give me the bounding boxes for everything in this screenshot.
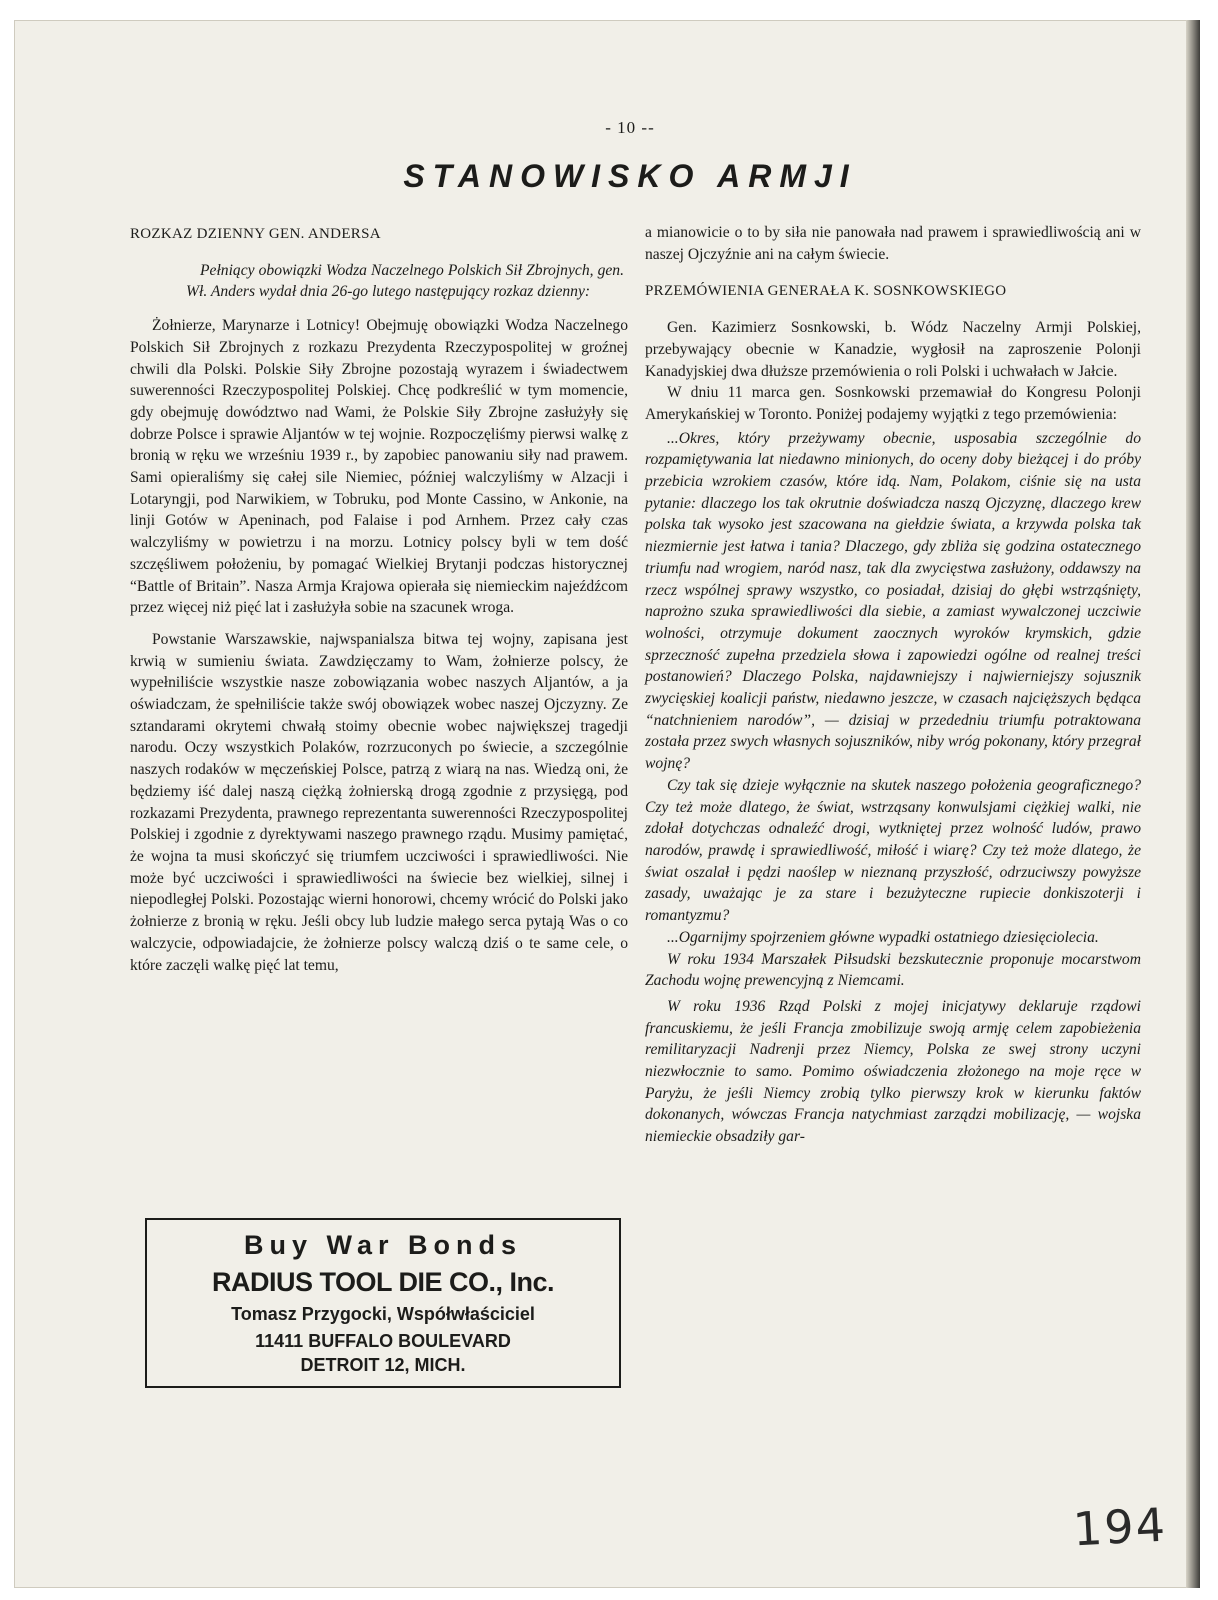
body-paragraph: Żołnierze, Marynarze i Lotnicy! Obejmuję obowiązki Wodza Naczelnego Polskich Sił Zbrojnych z rozkazu Prezydenta Rzeczypospolitej w groźnej chwili dla Polski. Polskie Siły Zbrojne pozostają wyrazem i świadectwem suwerenności Rzeczypospolitej Polskiej. Chcę podkreślić w tym momencie, gdy obejmuję dowództwo nad Wami, że Polskie Siły Zbrojne zasłużyły się dobrze Polsce i sprawie Aljantów w tej wojnie. Rozpoczęliśmy pierwsi walkę z bronią w ręku we wrześniu 1939 r., by zapobiec panowaniu siły nad prawem. Sami opieraliśmy się całej sile Niemiec, później walczyliśmy w Alzacji i Lotaryngji, pod Narwikiem, w Tobruku, pod Monte Cassino, w Ankonie, na linji Gotów w Apeninach, pod Falaise i pod Arnhem. Przez cały czas walczyliśmy w powietrzu i na morzu. Lotnicy polscy byli w tem dość szczęśliwem położeniu, by pomagać Wielkiej Brytanji podczas historycznej “Battle of Britain”. Nasza Armja Krajowa opierała się niemieckim najeźdźcom przez więcej niż pięć lat i zasłużyła sobie na szacunek wroga. [130,317,628,617]
left-column [130,222,628,976]
intro-paragraph: Pełniący obowiązki Wodza Naczelnego Polskich Sił Zbrojnych, gen. Wł. Anders wydał dnia 26-go lutego następujący rozkaz dzienny: [186,261,624,301]
right-column [645,222,1141,1148]
body-paragraph: Powstanie Warszawskie, najwspanialsza bitwa tej wojny, zapisana jest krwią w sumieniu świata. Zawdzięczamy to Wam, żołnierze polscy, że wypełniliście wszystkie nasze zobowiązania wobec naszych Aljantów, a ja oświadczam, że spełniliście także swój obowiązek wobec naszej Ojczyzny. Ze sztandarami okrytemi chwałą stoimy obecnie wobec największej tragedji narodu. Oczy wszystkich Polaków, rozrzuconych po świecie, a szczególnie naszych rodaków w męczeńskiej Polsce, patrzą z wiarą na nas. Wiedzą oni, że będziemy iść dalej naszą ciężką żołnierską drogą zgodnie z przysięgą, pod rozkazami Prezydenta, prawnego reprezentanta suwerenności Rzeczypospolitej Polskiej i zgodnie z dyrektywami naszego prawnego rządu. Musimy pamiętać, że wojna ta musi skończyć się triumfem uczciwości i sprawiedliwości. Nie może być uczciwości i sprawiedliwości na świecie bez wielkiej, silnej i niepodległej Polski. Pozostając wierni honorowi, chcemy wrócić do Polski jako żołnierze z bronią w ręku. Jeśli obcy lub ludzie małego serca pytają Was o co walczycie, odpowiadajcie, że żołnierze polscy walczą dziś o te same cele, o które zaczęli walkę pięć lat temu, [130,630,628,974]
handwritten-page-number: 194 [1071,1497,1169,1557]
speech-quote-paragraph: ...Okres, który przeżywamy obecnie, usposabia szczególnie do rozpamiętywania lat niedawno minionych, do oceny doby bieżącej i do próby przebicia wzrokiem czasów, które idą. Nam, Polakom, ciśnie się na usta pytanie: dlaczego los tak okrutnie doświadcza naszą Ojczyznę, dlaczego krew polska tak wysoko jest szacowana na giełdzie świata, a krzywda polska tak niezmiernie jest łatwa i tania? Dlaczego, gdy zbliża się godzina ostatecznego triumfu nad wrogiem, naród nasz, tak dla zwycięstwa zasłużony, oddawszy na rzecz wspólnej sprawy wszystko, co posiadał, dzisiaj do głębi wstrząśnięty, naprożno szuka sprawiedliwości dla siebie, a zamiast wywalczonej uczciwie wolności, otrzymuje dokument zaocznych wyroków krymskich, gdzie sprzeczność zupełna przedziela słowa i zapowiedzi ogólne od realnej treści postanowień? Dlaczego Polska, najdawniejszy i najwierniejszy sojusznik zwycięskiej koalicji państw, niedawno jeszcze, w czasach najcięższych będąca “natchnieniem narodów”, — dzisiaj w przededniu triumfu potraktowana została przez swych własnych sojuszników, niby wróg pokonany, który przegrał wojnę? [645,429,1141,773]
speech-quote-paragraph: ...Ogarnijmy spojrzeniem główne wypadki ostatniego dziesięciolecia. [667,928,1099,946]
ad-city: DETROIT 12, MICH. [300,1355,466,1375]
article-title: STANOWISKO ARMJI [403,158,857,194]
section-heading-sosnkowski: PRZEMÓWIENIA GENERAŁA K. SOSNKOWSKIEGO [645,283,1007,300]
ad-address: 11411 BUFFALO BOULEVARD [255,1331,511,1351]
speech-quote-paragraph: W roku 1936 Rząd Polski z mojej inicjatywy deklaruje rządowi francuskiemu, że jeśli Francja zmobilizuje swoją armję celem zapobieżenia remilitaryzacji Nadrenji przez Niemcy, Polska ze swej strony uczyni niezwłocznie to samo. Pomimo oświadczenia złożonego na moje ręce w Paryżu, że jeśli Niemcy zrobią tylko pierwszy krok w kierunku faktów dokonanych, wówczas Francja natychmiast zarządzi mobilizację, — wojska niemieckie obsadziły gar- [645,997,1141,1146]
page-number: - 10 -- [605,118,655,137]
speech-quote-paragraph: W roku 1934 Marszałek Piłsudski bezskutecznie proponuje mocarstwom Zachodu wojnę prewencyjną z Niemcami. [645,950,1141,990]
body-paragraph: W dniu 11 marca gen. Sosnkowski przemawiał do Kongresu Polonji Amerykańskiej w Toronto. Poniżej podajemy wyjątki z tego przemówienia: [645,384,1141,423]
ad-company-name: RADIUS TOOL DIE CO., Inc. [211,1267,555,1297]
page-binding-shadow [1186,20,1200,1588]
body-paragraph: Gen. Kazimierz Sosnkowski, b. Wódz Naczelny Armji Polskiej, przebywający obecnie w Kanadzie, wygłosił na zaproszenie Polonji Kanadyjskiej dwa dłuższe przemówienia o roli Polski i uchwałach w Jałcie. [645,319,1141,380]
ad-slogan: Buy War Bonds [243,1230,522,1260]
continuation-paragraph: a mianowicie o to by siła nie panowała nad prawem i sprawiedliwością ani w naszej Ojczyźnie ani na całym świecie. [645,224,1141,263]
speech-quote-paragraph: Czy tak się dzieje wyłącznie na skutek naszego położenia geograficznego? Czy też może dlatego, że świat, wstrząsany konwulsjami ciężkiej walki, nie zdołał dotychczas odnaleźć drogi, wytkniętej przez wolność ludów, prawo narodów, prawdę i sprawiedliwość, miłość i wiarę? Czy też może dlatego, że świat oszalał i pędzi naoślep w nieznaną przyszłość, odrzuciwszy powyższe zasady, uważając je za stare i bezużyteczne rupiecie donkiszoterji i romantyzmu? [645,776,1141,925]
section-heading-anders: ROZKAZ DZIENNY GEN. ANDERSA [130,226,381,242]
advertisement-box [145,1218,621,1388]
ad-owner: Tomasz Przygocki, Współwłaściciel [231,1304,535,1324]
